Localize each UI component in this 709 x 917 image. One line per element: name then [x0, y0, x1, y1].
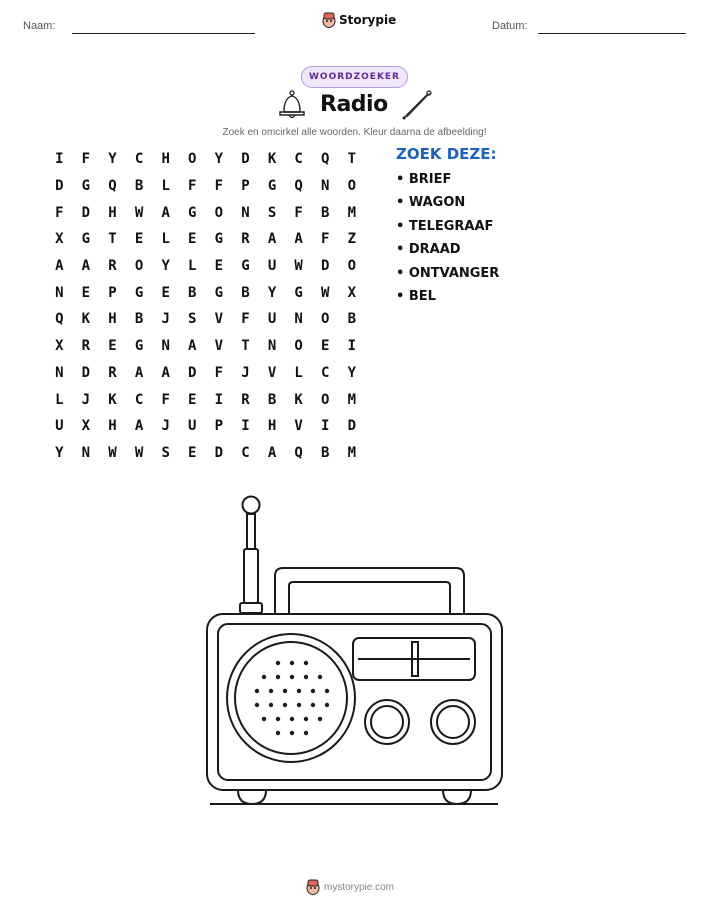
grid-cell: F: [241, 311, 250, 328]
grid-cell: J: [81, 391, 91, 408]
grid-cell: L: [161, 178, 170, 195]
grid-cell: B: [241, 284, 250, 301]
grid-row: [46, 173, 365, 200]
grid-cell: L: [55, 391, 64, 408]
grid-row: [46, 146, 365, 173]
grid-cell: K: [81, 311, 91, 328]
grid-cell: C: [134, 391, 144, 408]
grid-cell: Q: [108, 178, 117, 195]
grid-cell: N: [294, 311, 303, 328]
grid-cell: Q: [321, 151, 330, 168]
grid-cell: Y: [161, 258, 170, 275]
grid-cell: C: [294, 151, 303, 168]
grid-cell: G: [294, 284, 303, 301]
grid-cell: B: [347, 311, 357, 328]
grid-cell: D: [81, 204, 91, 221]
grid-cell: F: [161, 391, 170, 408]
grid-cell: C: [241, 444, 250, 461]
grid-cell: X: [55, 231, 64, 248]
grid-cell: U: [188, 418, 197, 435]
grid-cell: R: [81, 338, 91, 355]
grid-cell: V: [214, 311, 224, 328]
grid-cell: K: [294, 391, 303, 408]
logo-text: Storypie: [339, 13, 397, 27]
grid-cell: S: [188, 311, 197, 328]
grid-row: [46, 253, 365, 280]
word-list-item: • BRIEF: [396, 172, 452, 187]
word-list-item: • ONTVANGER: [396, 265, 500, 281]
grid-cell: O: [214, 204, 224, 221]
grid-cell: P: [241, 178, 250, 195]
grid-cell: G: [241, 258, 250, 275]
grid-cell: X: [81, 418, 91, 435]
grid-cell: A: [81, 258, 91, 275]
grid-cell: H: [108, 204, 117, 221]
grid-cell: N: [55, 364, 64, 381]
grid-cell: V: [267, 364, 277, 381]
grid-cell: I: [241, 418, 250, 435]
grid-cell: F: [55, 204, 64, 221]
grid-cell: Y: [347, 364, 357, 381]
grid-cell: U: [267, 258, 277, 275]
grid-cell: F: [321, 231, 330, 248]
grid-cell: O: [134, 258, 144, 275]
grid-row: [46, 413, 365, 440]
grid-cell: A: [161, 364, 170, 381]
word-list-title: ZOEK DEZE:: [396, 145, 497, 163]
grid-cell: O: [347, 178, 357, 195]
grid-row: [46, 360, 365, 387]
grid-cell: W: [321, 284, 330, 301]
grid-cell: F: [214, 364, 224, 381]
grid-row: [46, 440, 365, 467]
grid-cell: G: [134, 284, 144, 301]
grid-cell: O: [321, 391, 330, 408]
grid-cell: O: [294, 338, 303, 355]
grid-cell: G: [134, 338, 144, 355]
grid-cell: G: [214, 231, 224, 248]
grid-cell: L: [188, 258, 197, 275]
grid-cell: F: [81, 151, 91, 168]
grid-cell: P: [108, 284, 117, 301]
grid-cell: H: [267, 418, 277, 435]
grid-row: [46, 306, 365, 333]
grid-cell: V: [214, 338, 224, 355]
grid-cell: B: [321, 204, 330, 221]
grid-cell: O: [188, 151, 197, 168]
grid-cell: A: [134, 418, 144, 435]
grid-cell: Z: [347, 231, 357, 248]
storypie-logo: [322, 12, 396, 28]
grid-cell: I: [321, 418, 330, 435]
grid-row: [46, 333, 365, 360]
grid-cell: C: [321, 364, 330, 381]
grid-cell: T: [347, 151, 357, 168]
grid-cell: E: [321, 338, 330, 355]
grid-cell: H: [108, 311, 117, 328]
grid-cell: S: [161, 444, 170, 461]
grid-cell: I: [347, 338, 357, 355]
date-line: [538, 33, 686, 34]
grid-cell: G: [81, 231, 91, 248]
word-list-item: • DRAAD: [396, 242, 461, 258]
footer: [306, 879, 394, 895]
grid-cell: U: [267, 311, 277, 328]
grid-cell: D: [188, 364, 197, 381]
grid-cell: F: [188, 178, 197, 195]
grid-cell: A: [188, 338, 197, 355]
grid-cell: O: [321, 311, 330, 328]
page-title: Radio: [320, 92, 388, 117]
grid-cell: D: [347, 418, 357, 435]
grid-cell: W: [134, 204, 144, 221]
grid-cell: P: [214, 418, 224, 435]
grid-cell: W: [294, 258, 303, 275]
grid-cell: F: [214, 178, 224, 195]
grid-cell: D: [81, 364, 91, 381]
word-list-item: • BEL: [396, 288, 436, 304]
puzzle-type-badge: WOORDZOEKER: [301, 66, 408, 88]
grid-row: [46, 226, 365, 253]
grid-cell: B: [267, 391, 277, 408]
name-line: [72, 33, 255, 34]
grid-cell: N: [241, 204, 250, 221]
grid-cell: A: [267, 444, 277, 461]
grid-cell: W: [108, 444, 117, 461]
grid-cell: R: [108, 258, 117, 275]
grid-cell: D: [241, 151, 250, 168]
instructions: Zoek en omcirkel alle woorden. Kleur daarna de afbeelding!: [222, 127, 487, 138]
storypie-mascot-icon: [322, 12, 336, 28]
grid-cell: D: [214, 444, 224, 461]
grid-cell: C: [134, 151, 144, 168]
grid-cell: E: [188, 391, 197, 408]
storypie-mascot-icon: [306, 879, 320, 895]
grid-cell: Y: [267, 284, 277, 301]
bell-icon: [278, 90, 306, 120]
grid-cell: K: [108, 391, 117, 408]
grid-cell: Q: [294, 444, 303, 461]
grid-cell: G: [214, 284, 224, 301]
grid-cell: H: [161, 151, 170, 168]
word-list-item: • WAGON: [396, 195, 466, 211]
grid-cell: E: [214, 258, 224, 275]
grid-cell: Q: [55, 311, 64, 328]
grid-cell: L: [161, 231, 170, 248]
grid-cell: H: [108, 418, 117, 435]
radio-illustration: [200, 490, 505, 810]
grid-cell: S: [267, 204, 277, 221]
grid-cell: G: [81, 178, 91, 195]
grid-row: [46, 386, 365, 413]
grid-cell: G: [188, 204, 197, 221]
grid-cell: E: [108, 338, 117, 355]
grid-cell: E: [81, 284, 91, 301]
grid-cell: Q: [294, 178, 303, 195]
grid-cell: N: [267, 338, 277, 355]
date-label: Datum:: [492, 20, 528, 32]
grid-cell: M: [347, 444, 357, 461]
grid-cell: M: [347, 391, 357, 408]
grid-cell: I: [55, 151, 64, 168]
telegraph-wire-icon: [401, 89, 433, 121]
grid-cell: J: [241, 364, 250, 381]
grid-cell: Y: [108, 151, 117, 168]
grid-cell: K: [267, 151, 277, 168]
grid-cell: N: [161, 338, 170, 355]
grid-cell: E: [134, 231, 144, 248]
grid-row: [46, 199, 365, 226]
grid-cell: G: [267, 178, 277, 195]
grid-cell: R: [241, 231, 250, 248]
grid-cell: R: [241, 391, 250, 408]
grid-cell: A: [267, 231, 277, 248]
grid-cell: A: [294, 231, 303, 248]
grid-cell: F: [294, 204, 303, 221]
word-list: [396, 172, 499, 312]
grid-cell: N: [55, 284, 64, 301]
grid-cell: B: [134, 311, 144, 328]
word-list-item: • TELEGRAAF: [396, 218, 494, 234]
grid-cell: D: [321, 258, 330, 275]
grid-cell: E: [161, 284, 170, 301]
name-label: Naam:: [23, 20, 56, 32]
grid-cell: Y: [55, 444, 64, 461]
grid-cell: A: [134, 364, 144, 381]
grid-row: [46, 279, 365, 306]
grid-cell: T: [241, 338, 250, 355]
grid-cell: B: [134, 178, 144, 195]
grid-cell: R: [108, 364, 117, 381]
grid-cell: V: [294, 418, 303, 435]
grid-cell: L: [294, 364, 303, 381]
grid-cell: M: [347, 204, 357, 221]
grid-cell: N: [321, 178, 330, 195]
grid-cell: T: [108, 231, 117, 248]
grid-cell: X: [55, 338, 64, 355]
grid-cell: D: [55, 178, 64, 195]
grid-cell: N: [81, 444, 91, 461]
grid-cell: X: [347, 284, 357, 301]
grid-cell: Y: [214, 151, 224, 168]
grid-cell: B: [188, 284, 197, 301]
footer-url: mystorypie.com: [324, 881, 395, 893]
grid-cell: W: [134, 444, 144, 461]
grid-cell: A: [161, 204, 170, 221]
grid-cell: E: [188, 444, 197, 461]
grid-cell: U: [55, 418, 64, 435]
grid-cell: E: [188, 231, 197, 248]
grid-cell: A: [55, 258, 64, 275]
grid-cell: O: [347, 258, 357, 275]
grid-cell: J: [161, 418, 170, 435]
grid-cell: I: [214, 391, 224, 408]
grid-cell: B: [321, 444, 330, 461]
grid-cell: J: [161, 311, 170, 328]
word-search-grid: [46, 146, 365, 466]
